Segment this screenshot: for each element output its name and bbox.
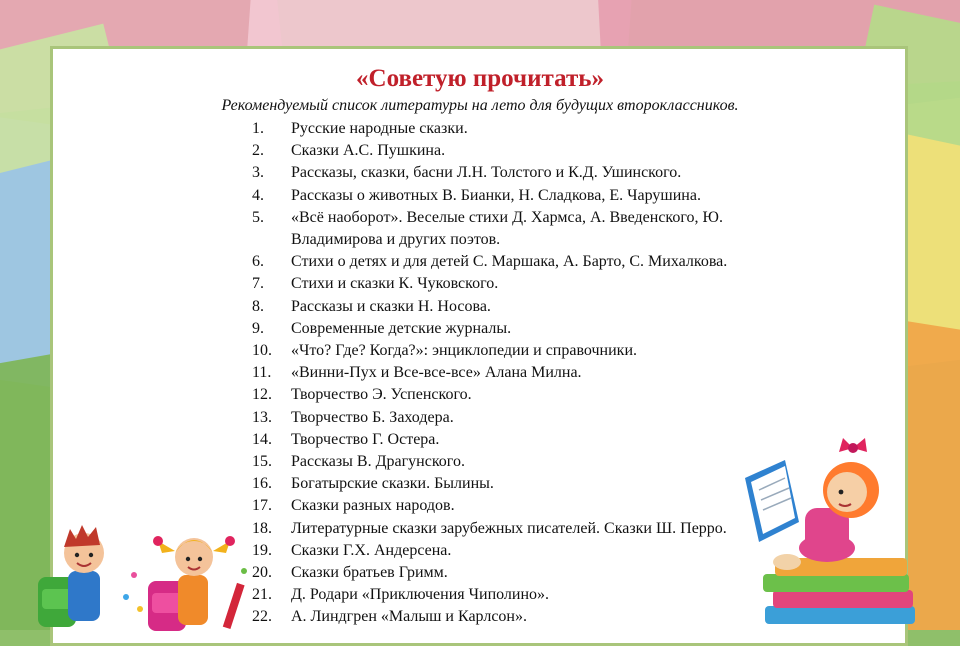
list-item-text: «Всё наоборот». Веселые стихи Д. Хармса, А. Введенского, Ю. Владимирова и других поэтов. [291, 208, 723, 249]
list-item-number: 2. [252, 142, 264, 160]
list-item-text: Стихи о детях и для детей С. Маршака, А. Барто, С. Михалкова. [291, 253, 728, 271]
book-list [252, 118, 812, 629]
list-item-text: Богатырские сказки. Былины. [291, 475, 494, 493]
list-item-text: Рассказы, сказки, басни Л.Н. Толстого и К.Д. Ушинского. [291, 164, 682, 182]
list-item-text: Русские народные сказки. [291, 120, 468, 137]
list-item-text: Творчество Б. Заходера. [291, 408, 454, 426]
list-item [252, 429, 812, 451]
list-item-text: Сказки Г.Х. Андерсена. [291, 541, 452, 559]
list-item [252, 362, 812, 384]
list-item-number: 4. [252, 186, 264, 204]
list-item [252, 273, 812, 295]
list-item-text: Рассказы В. Драгунского. [291, 453, 465, 471]
list-item-number: 15. [252, 453, 272, 471]
list-item [252, 562, 812, 584]
list-item-number: 8. [252, 297, 264, 315]
list-item-number: 11. [252, 364, 272, 382]
list-item-number: 10. [252, 342, 272, 360]
list-item [252, 606, 812, 628]
list-item-number: 12. [252, 386, 272, 404]
list-item-text: Рассказы о животных В. Бианки, Н. Сладкова, Е. Чарушина. [291, 186, 701, 204]
list-item [252, 584, 812, 606]
list-item-number: 18. [252, 519, 272, 537]
list-item-number: 22. [252, 608, 272, 626]
list-item [252, 140, 812, 162]
list-item [252, 207, 812, 251]
list-item [252, 185, 812, 207]
list-item [252, 495, 812, 517]
list-item-text: Рассказы и сказки Н. Носова. [291, 297, 491, 315]
list-item-number: 3. [252, 164, 264, 182]
list-item [252, 251, 812, 273]
list-item-text: Д. Родари «Приключения Чиполино». [291, 586, 550, 604]
list-item-number: 17. [252, 497, 272, 515]
list-item-number: 16. [252, 475, 272, 493]
list-item-text: Стихи и сказки К. Чуковского. [291, 275, 499, 293]
list-item-number: 7. [252, 275, 264, 293]
list-item-text: Творчество Э. Успенского. [291, 386, 472, 404]
list-item-number: 21. [252, 586, 272, 604]
list-item-text: Творчество Г. Остера. [291, 430, 440, 448]
list-item-text: Современные детские журналы. [291, 319, 512, 337]
list-item-number: 19. [252, 541, 272, 559]
reading-girl-illustration [735, 430, 925, 630]
list-item [252, 318, 812, 340]
page-subtitle: Рекомендуемый список литературы на лето для будущих второклассников. [221, 97, 739, 114]
list-item-number: 9. [252, 319, 264, 337]
list-item [252, 118, 812, 140]
list-item-text: А. Линдгрен «Малыш и Карлсон». [291, 608, 527, 626]
list-item [252, 473, 812, 495]
list-item-number: 6. [252, 253, 264, 271]
list-item [252, 384, 812, 406]
list-item [252, 162, 812, 184]
page-title: «Советую прочитать» [356, 65, 604, 92]
list-item-text: Сказки братьев Гримм. [291, 564, 448, 582]
list-item-text: «Винни-Пух и Все-все-все» Алана Милна. [291, 364, 582, 382]
list-item-number: 1. [252, 120, 264, 137]
list-item-number: 20. [252, 564, 272, 582]
list-item [252, 340, 812, 362]
list-item [252, 540, 812, 562]
list-item-number: 5. [252, 208, 264, 226]
list-item [252, 296, 812, 318]
list-item-text: Сказки А.С. Пушкина. [291, 142, 446, 160]
list-item [252, 518, 812, 540]
list-item [252, 451, 812, 473]
schoolchildren-illustration [30, 505, 250, 635]
list-item-number: 13. [252, 408, 272, 426]
list-item-text: Литературные сказки зарубежных писателей. Сказки Ш. Перро. [291, 519, 727, 537]
list-item-number: 14. [252, 430, 272, 448]
list-item-text: Сказки разных народов. [291, 497, 455, 515]
list-item-text: «Что? Где? Когда?»: энциклопедии и справочники. [291, 342, 637, 360]
list-item [252, 407, 812, 429]
